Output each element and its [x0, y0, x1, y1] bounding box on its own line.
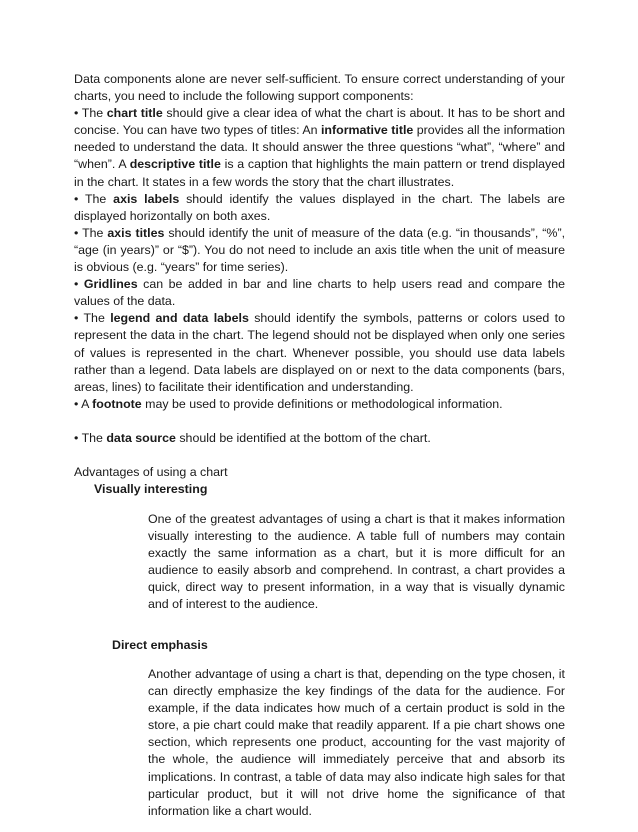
- term-gridlines: Gridlines: [83, 277, 138, 292]
- document-page: [74, 71, 565, 832]
- bullet-chart-title: • The chart title should give a clear idea of what the chart is about. It has to be short and concise. You can have two types of titles: An informative title provides all the information needed to understand the data. It should answer the three questions “what”, “where” and “when”. A descriptive title is a caption that highlights the main pattern or trend displayed in the chart. It states in a few words the story that the chart illustrates.: [74, 106, 566, 189]
- bullet-mark: •: [74, 396, 79, 411]
- bullet-axis-labels: • The axis labels should identify the values displayed in the chart. The labels are displayed horizontally on both axes.: [74, 191, 565, 223]
- bullet-gridlines: • Gridlines can be added in bar and line charts to help users read and compare the values of the data.: [74, 277, 565, 309]
- bullet-axis-titles: • The axis titles should identify the unit of measure of the data (e.g. “in thousands”, “%”, “age (in years)” or “$”). You do not need to include an axis title when the unit of measure is obvious (e.g. “years” for time series).: [74, 225, 566, 275]
- intro-paragraph: Data components alone are never self-sufficient. To ensure correct understanding of your charts, you need to include the following support components:: [74, 72, 565, 104]
- bullet-mark: •: [74, 311, 79, 326]
- advantages-title: Advantages of using a chart: [74, 464, 228, 479]
- term-informative-title: informative title: [320, 123, 414, 138]
- bullet-mark: •: [74, 277, 79, 292]
- heading-direct-emphasis: Direct emphasis: [112, 637, 208, 652]
- body-visually-interesting: One of the greatest advantages of using a chart is that it makes information visually interesting to the audience. A table full of numbers may contain exactly the same information as a chart, but it is more difficult for an audience to easily absorb and comprehend. In contrast, a chart provides a quick, direct way to present information, in a way that is visually dynamic and of interest to the audience.: [148, 511, 565, 612]
- spacer: [74, 447, 565, 464]
- heading-visually-interesting: Visually interesting: [94, 482, 208, 497]
- bullet-mark: •: [74, 225, 79, 240]
- term-chart-title: chart title: [106, 106, 163, 121]
- bullet-mark: •: [74, 430, 79, 445]
- spacer: [74, 413, 565, 430]
- bullet-data-source: • The data source should be identified at the bottom of the chart.: [74, 430, 431, 445]
- term-data-source: data source: [106, 430, 176, 445]
- term-axis-labels: axis labels: [113, 191, 180, 206]
- term-footnote: footnote: [92, 396, 142, 411]
- term-axis-titles: axis titles: [107, 225, 165, 240]
- bullet-legend: • The legend and data labels should identify the symbols, patterns or colors used to represent the data in the chart. The legend should not be displayed when only one series of values is represented in the chart. Whenever possible, you should use data labels rather than a legend. Data labels are displayed on or next to the data components (bars, areas, lines) to facilitate their identification and understanding.: [74, 311, 565, 394]
- spacer: [74, 626, 565, 637]
- bullet-mark: •: [74, 106, 79, 121]
- body-direct-emphasis: Another advantage of using a chart is that, depending on the type chosen, it can directly emphasize the key findings of the data for the audience. For example, if the data indicates how much of a certain product is sold in the store, a pie chart could make that readily apparent. If a pie chart shows one section, which represents one product, accounting for the vast majority of the whole, the audience will immediately perceive that and absorb its implications. In contrast, a table of data may also indicate high sales for that particular product, but it will not drive home the significance of that information like a chart would.: [148, 666, 565, 818]
- bullet-footnote: • A footnote may be used to provide definitions or methodological information.: [74, 396, 503, 411]
- bullet-mark: •: [74, 191, 79, 206]
- term-legend-data-labels: legend and data labels: [110, 311, 249, 326]
- term-descriptive-title: descriptive title: [129, 157, 221, 172]
